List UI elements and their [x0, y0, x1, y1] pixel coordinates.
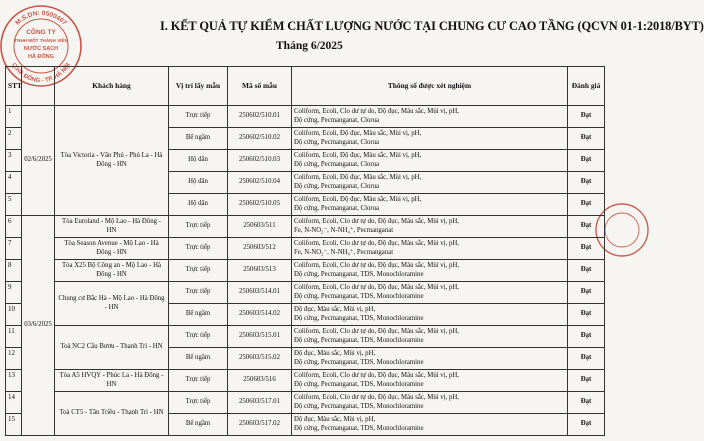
- result-badge: Đạt: [568, 172, 605, 194]
- test-parameters: [292, 304, 568, 326]
- table-row: [6, 370, 605, 392]
- result-badge: Đạt: [568, 150, 605, 172]
- sample-location: Bể ngầm: [169, 414, 228, 436]
- test-parameters: [292, 370, 568, 392]
- report-month: Tháng 6/2025: [276, 40, 343, 52]
- sample-code: 250603/517.02: [228, 414, 292, 436]
- test-parameters: [292, 414, 568, 436]
- parameter-line: Độ đục, Màu sắc, Mùi vị, pH,: [294, 416, 376, 424]
- header-location: Vị trí lấy mẫu: [169, 67, 228, 106]
- row-stt: 4: [6, 172, 22, 194]
- seal-top-text: M.S.DN: 0500407: [14, 9, 68, 27]
- sample-code: 250603/515.01: [228, 326, 292, 348]
- parameter-line: Độ cứng, Pecmanganat, TDS, Monochloramine: [294, 314, 424, 322]
- parameter-line: Độ cứng, Pecmanganat, TDS, Monochloramine: [294, 336, 424, 344]
- parameter-line: Độ cứng, Pecmanganat, TDS, Monochloramine: [294, 270, 424, 278]
- sample-location: Hộ dân: [169, 150, 228, 172]
- test-parameters: [292, 194, 568, 216]
- sample-location: Trực tiếp: [169, 370, 228, 392]
- sample-code: 250602/510.05: [228, 194, 292, 216]
- customer-name: Toà CT5 - Tân Triều - Thanh Trì - HN: [55, 392, 169, 436]
- seal-line-1: CÔNG TY: [26, 29, 56, 36]
- parameter-line: Coliform, Ecoli, Clo dư tự do, Độ đục, Màu sắc, Mùi vị, pH,: [294, 240, 460, 248]
- customer-name: Chung cư Bắc Hà - Mộ Lao - Hà Đông - HN: [55, 282, 169, 326]
- sample-location: Trực tiếp: [169, 282, 228, 304]
- sample-code: 250603/515.02: [228, 348, 292, 370]
- header-sample-code: Mã số mẫu: [228, 67, 292, 106]
- row-stt: 12: [6, 348, 22, 370]
- test-parameters: [292, 172, 568, 194]
- result-badge: Đạt: [568, 304, 605, 326]
- customer-name: Tòa Euroland - Mộ Lao - Hà Đông - HN: [55, 216, 169, 238]
- parameter-line: Coliform, Ecoli, Độ đục, Màu sắc, Mùi vị, pH,: [294, 130, 422, 138]
- svg-text:M.S.DN: 0500407: [14, 10, 68, 27]
- result-badge: Đạt: [568, 392, 605, 414]
- sample-location: Bể ngầm: [169, 304, 228, 326]
- page-title: I. KẾT QUẢ TỰ KIỂM CHẤT LƯỢNG NƯỚC TẠI CHUNG CƯ CAO TẦNG (QCVN 01-1:2018/BYT): [160, 19, 704, 33]
- header-date: [22, 67, 55, 106]
- sample-location: Trực tiếp: [169, 106, 228, 128]
- parameter-line: Độ đục, Màu sắc, Mùi vị, pH,: [294, 306, 376, 314]
- customer-name: Tòa Season Avenue - Mộ Lao - Hà Đông - HN: [55, 238, 169, 260]
- parameter-line: Coliform, Ecoli, Độ đục, Màu sắc, Mùi vị, pH,: [294, 196, 422, 204]
- test-parameters: [292, 348, 568, 370]
- result-badge: Đạt: [568, 194, 605, 216]
- parameter-line: Coliform, Ecoli, Clo dư tự do, Độ đục, Màu sắc, Mùi vị, pH,: [294, 262, 460, 270]
- test-parameters: [292, 150, 568, 172]
- parameter-line: Coliform, Ecoli, Clo dư tự do, Độ đục, Màu sắc, Mùi vị, pH,: [294, 108, 460, 116]
- row-stt: 1: [6, 106, 22, 128]
- row-stt: 6: [6, 216, 22, 238]
- sample-location: Trực tiếp: [169, 260, 228, 282]
- result-badge: Đạt: [568, 348, 605, 370]
- row-stt: 8: [6, 260, 22, 282]
- sample-code: 250603/514.02: [228, 304, 292, 326]
- customer-name: Tòa Victoria - Văn Phú - Phú La - Hà Đông - HN: [55, 106, 169, 216]
- parameter-line: Coliform, Ecoli, Clo dư tự do, Độ đục, Màu sắc, Mùi vị, pH,: [294, 394, 460, 402]
- result-badge: Đạt: [568, 106, 605, 128]
- table-row: [6, 260, 605, 282]
- result-badge: Đạt: [568, 370, 605, 392]
- parameter-line: Coliform, Ecoli, Clo dư tự do, Độ đục, Màu sắc, Mùi vị, pH,: [294, 284, 460, 292]
- sample-code: 250603/513: [228, 260, 292, 282]
- parameter-line: Độ cứng, Pecmanganat, TDS, Monochloramine: [294, 292, 424, 300]
- result-badge: Đạt: [568, 216, 605, 238]
- parameter-line: Độ cứng, Pecmanganat, Clorua: [294, 138, 380, 146]
- parameter-line: Coliform, Ecoli, Clo dư tự do, Độ đục, Màu sắc, Mùi vị, pH,: [294, 218, 460, 226]
- sample-location: Trực tiếp: [169, 392, 228, 414]
- row-stt: 5: [6, 194, 22, 216]
- sample-code: 250602/510.04: [228, 172, 292, 194]
- row-stt: 7: [6, 238, 22, 260]
- seal-line-3: NƯỚC SẠCH: [23, 46, 59, 52]
- parameter-line: Fe, N-NO₂⁻, N-NH₄⁺, Pecmanganat: [294, 226, 394, 234]
- header-customer: Khách hàng: [55, 67, 169, 106]
- parameter-line: Coliform, Ecoli, Clo dư tự do, Độ đục, Màu sắc, Mùi vị, pH,: [294, 372, 460, 380]
- sample-date: 03/6/2025: [22, 216, 55, 436]
- row-stt: 3: [6, 150, 22, 172]
- parameter-line: Fe, N-NO₂⁻, N-NH₄⁺, Pecmanganat: [294, 248, 394, 256]
- result-badge: Đạt: [568, 238, 605, 260]
- test-parameters: [292, 392, 568, 414]
- result-badge: Đạt: [568, 414, 605, 436]
- row-stt: 10: [6, 304, 22, 326]
- seal-line-2: TNHH MỘT THÀNH VIÊN: [14, 38, 68, 43]
- seal-bottom-text: Q.HÀ ĐÔNG - TP. HÀ NỘI: [10, 62, 72, 85]
- table-header-row: [6, 67, 605, 106]
- parameter-line: Độ cứng, Pecmanganat, Clorua: [294, 116, 380, 124]
- table-row: [6, 392, 605, 414]
- customer-name: Tòa X25 Bộ Công an - Mộ Lao - Hà Đông - HN: [55, 260, 169, 282]
- table-row: [6, 238, 605, 260]
- test-parameters: [292, 128, 568, 150]
- sample-code: 250603/517.01: [228, 392, 292, 414]
- test-parameters: [292, 216, 568, 238]
- test-parameters: [292, 260, 568, 282]
- header-stt: STT: [6, 67, 22, 106]
- sample-location: Trực tiếp: [169, 216, 228, 238]
- row-stt: 2: [6, 128, 22, 150]
- result-badge: Đạt: [568, 260, 605, 282]
- parameter-line: Coliform, Ecoli, Độ đục, Màu sắc, Mùi vị, pH,: [294, 152, 422, 160]
- sample-code: 250603/512: [228, 238, 292, 260]
- table-row: [6, 216, 605, 238]
- sample-location: Trực tiếp: [169, 238, 228, 260]
- sample-location: Hộ dân: [169, 194, 228, 216]
- customer-name: Tòa A5 HVQY - Phúc La - Hà Đông - HN: [55, 370, 169, 392]
- row-stt: 11: [6, 326, 22, 348]
- parameter-line: Coliform, Ecoli, Độ đục, Màu sắc, Mùi vị, pH,: [294, 174, 422, 182]
- header-result: Đánh giá: [568, 67, 605, 106]
- sample-location: Bể ngầm: [169, 348, 228, 370]
- test-parameters: [292, 106, 568, 128]
- sample-code: 250602/510.01: [228, 106, 292, 128]
- parameter-line: Coliform, Ecoli, Clo dư tự do, Độ đục, Màu sắc, Mùi vị, pH,: [294, 328, 460, 336]
- header-parameters: Thông số được xét nghiệm: [292, 67, 568, 106]
- sample-code: 250603/511: [228, 216, 292, 238]
- row-stt: 15: [6, 414, 22, 436]
- row-stt: 9: [6, 282, 22, 304]
- sample-location: Bể ngầm: [169, 128, 228, 150]
- parameter-line: Độ cứng, Pecmanganat, TDS, Monochloramine: [294, 424, 424, 432]
- table-row: [6, 282, 605, 304]
- table-row: [6, 106, 605, 128]
- test-parameters: [292, 282, 568, 304]
- parameter-line: Độ cứng, Pecmanganat, TDS, Monochloramine: [294, 380, 424, 388]
- parameter-line: Độ cứng, Pecmanganat, Clorua: [294, 182, 380, 190]
- sample-code: 250603/516: [228, 370, 292, 392]
- sample-location: Hộ dân: [169, 172, 228, 194]
- row-stt: 14: [6, 392, 22, 414]
- sample-code: 250603/514.01: [228, 282, 292, 304]
- test-parameters: [292, 326, 568, 348]
- sample-location: Trực tiếp: [169, 326, 228, 348]
- parameter-line: Độ đục, Màu sắc, Mùi vị, pH,: [294, 350, 376, 358]
- seal-line-4: HÀ ĐÔNG: [28, 54, 54, 60]
- sample-code: 250602/510.03: [228, 150, 292, 172]
- parameter-line: Độ cứng, Pecmanganat, Clorua: [294, 204, 380, 212]
- test-parameters: [292, 238, 568, 260]
- result-badge: Đạt: [568, 326, 605, 348]
- parameter-line: Độ cứng, Pecmanganat, TDS, Monochloramine: [294, 358, 424, 366]
- table-row: [6, 326, 605, 348]
- result-badge: Đạt: [568, 128, 605, 150]
- parameter-line: Độ cứng, Pecmanganat, TDS, Monochloramine: [294, 402, 424, 410]
- sample-code: 250602/510.02: [228, 128, 292, 150]
- row-stt: 13: [6, 370, 22, 392]
- parameter-line: Độ cứng, Pecmanganat, Clorua: [294, 160, 380, 168]
- result-badge: Đạt: [568, 282, 605, 304]
- customer-name: Toà NC2 Cầu Bươu - Thanh Trì - HN: [55, 326, 169, 370]
- water-quality-table: [5, 66, 605, 436]
- sample-date: 02/6/2025: [22, 106, 55, 216]
